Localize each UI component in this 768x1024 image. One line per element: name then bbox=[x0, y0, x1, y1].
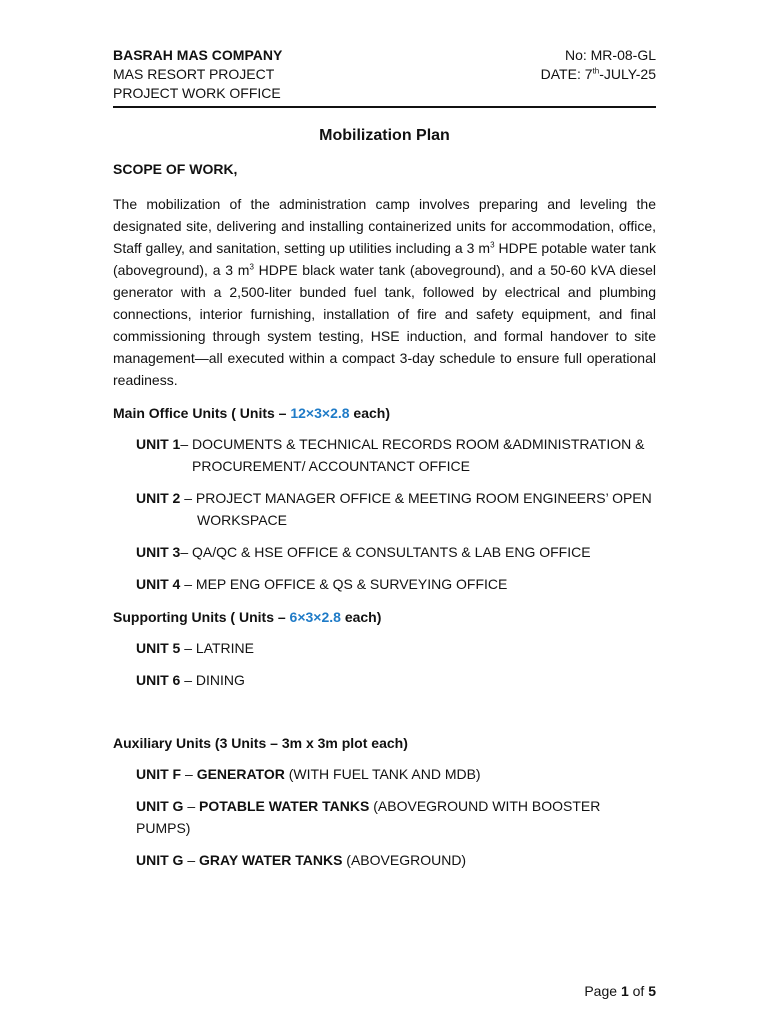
header-divider bbox=[113, 106, 656, 108]
unit-item: UNIT G – POTABLE WATER TANKS (ABOVEGROUND WITH BOOSTER PUMPS) bbox=[136, 798, 601, 836]
unit-item: UNIT 5 – LATRINE bbox=[136, 640, 255, 656]
auxiliary-heading: Auxiliary Units (3 Units – 3m x 3m plot each) bbox=[113, 735, 408, 751]
unit-item: UNIT 6 – DINING bbox=[136, 672, 245, 688]
main-office-heading: Main Office Units ( Units – 12×3×2.8 each) bbox=[113, 405, 390, 421]
unit-item: UNIT G – GRAY WATER TANKS (ABOVEGROUND) bbox=[136, 852, 467, 868]
document-header bbox=[113, 46, 656, 103]
office-name: PROJECT WORK OFFICE bbox=[113, 85, 281, 101]
main-office-dims: 12×3×2.8 bbox=[290, 405, 350, 421]
header-left bbox=[113, 46, 282, 103]
unit-item: UNIT 4 – MEP ENG OFFICE & QS & SURVEYING OFFICE bbox=[136, 576, 508, 592]
supporting-heading: Supporting Units ( Units – 6×3×2.8 each) bbox=[113, 609, 382, 625]
scope-paragraph: The mobilization of the administration camp involves preparing and leveling the designated site, delivering and installing containerized units for accommodation, office, Staff galley, and sanitation, setting up utilities including a 3 $m^3$ HDPE potable water tank (aboveground), a 3 $m^3$ HDPE black water tank (aboveground), and a 50-60 kVA diesel generator with a 2,500-liter bunded fuel tank, followed by electrical and plumbing connections, interior furnishing, installation of fire and safety equipment, and final commissioning through system testing, HSE induction, and formal handover to site management—all executed within a compact 3-day schedule to ensure full operational readiness. bbox=[113, 196, 656, 388]
document-number: No: MR-08-GL bbox=[564, 47, 656, 63]
document-date: DATE: 7th-JULY-25 bbox=[540, 66, 656, 82]
supporting-dims: 6×3×2.8 bbox=[289, 609, 341, 625]
unit-item: UNIT 2 – PROJECT MANAGER OFFICE & MEETING ROOM ENGINEERS’ OPEN WORKSPACE bbox=[136, 490, 652, 528]
spacer bbox=[113, 691, 656, 733]
scope-heading: SCOPE OF WORK, bbox=[113, 161, 238, 177]
document-page bbox=[113, 46, 656, 871]
project-name: MAS RESORT PROJECT bbox=[113, 66, 275, 82]
page-number: Page 1 of 5 bbox=[584, 983, 656, 999]
unit-item: UNIT F – GENERATOR (WITH FUEL TANK AND MDB) bbox=[136, 766, 481, 782]
unit-item: UNIT 1– DOCUMENTS & TECHNICAL RECORDS ROOM &ADMINISTRATION & PROCUREMENT/ ACCOUNTANCT OFFICE bbox=[136, 436, 645, 474]
unit-item: UNIT 3– QA/QC & HSE OFFICE & CONSULTANTS & LAB ENG OFFICE bbox=[136, 544, 591, 560]
page-title: Mobilization Plan bbox=[319, 127, 450, 144]
header-right bbox=[541, 46, 656, 103]
company-name: BASRAH MAS COMPANY bbox=[113, 47, 283, 63]
